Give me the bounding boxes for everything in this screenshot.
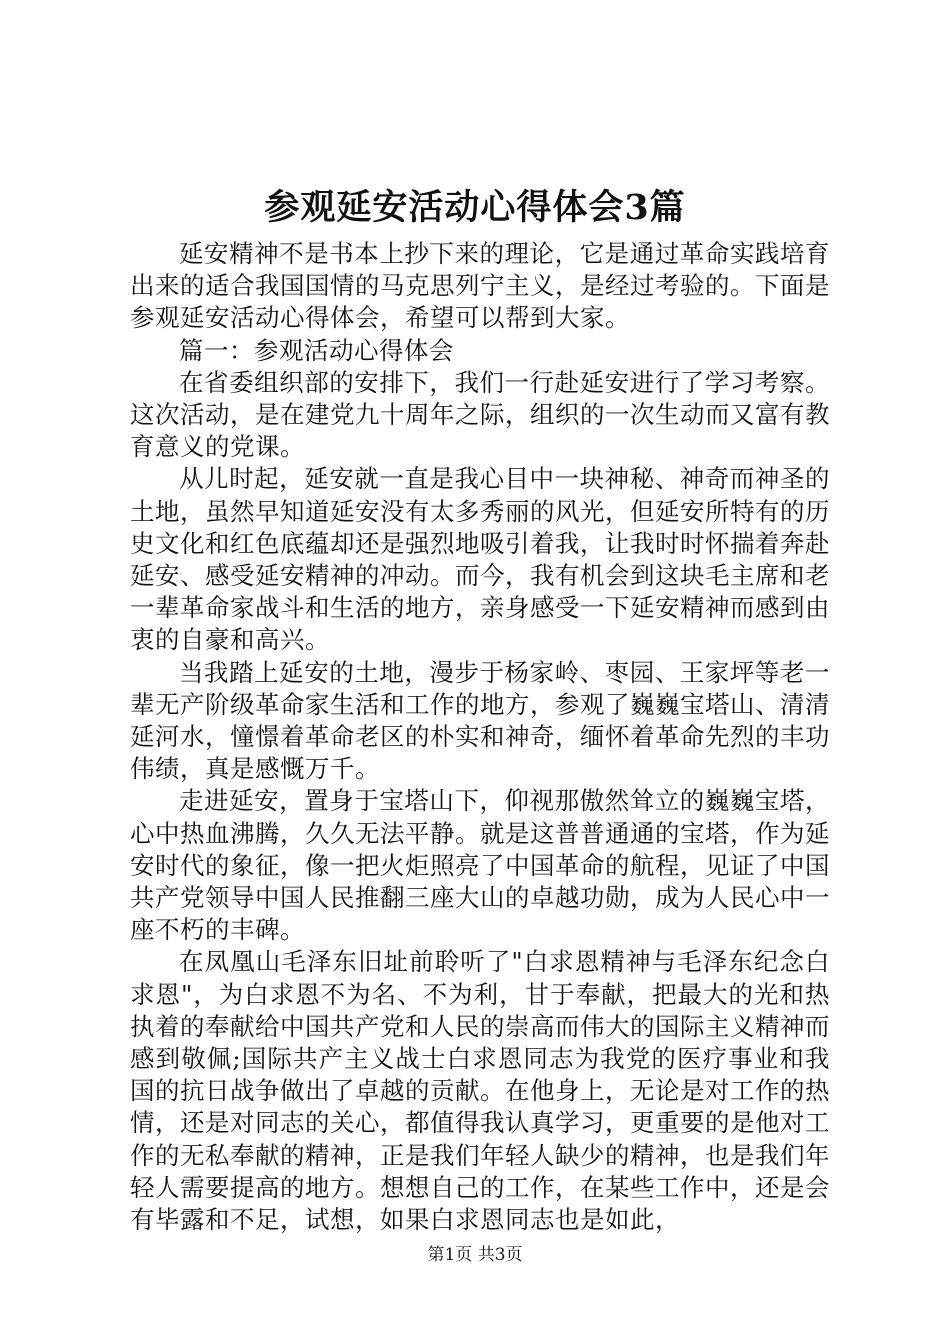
body-paragraph: 在省委组织部的安排下，我们一行赴延安进行了学习考察。这次活动，是在建党九十周年之际，组织的一次生动而又富有教育意义的党课。 xyxy=(130,367,830,462)
body-paragraph: 在凤凰山毛泽东旧址前聆听了"白求恩精神与毛泽东纪念白求恩"，为白求恩不为名、不为利，甘于奉献，把最大的光和热执着的奉献给中国共产党和人民的崇高而伟大的国际主义精神而感到敬佩;国际共产主义战士白求恩同志为我党的医疗事业和我国的抗日战争做出了卓越的贡献。在他身上，无论是对工作的热情，还是对同志的关心，都值得我认真学习，更重要的是他对工作的无私奉献的精神，正是我们年轻人缺少的精神，也是我们年轻人需要提高的地方。想想自己的工作，在某些工作中，还是会有毕露和不足，试想，如果白求恩同志也是如此， xyxy=(130,947,830,1235)
section-heading: 篇一：参观活动心得体会 xyxy=(179,335,454,365)
document-title: 参观延安活动心得体会3篇 xyxy=(264,187,686,228)
intro-paragraph: 延安精神不是书本上抄下来的理论，它是通过革命实践培育出来的适合我国国情的马克思列宁主义，是经过考验的。下面是参观延安活动心得体会，希望可以帮到大家。 xyxy=(130,239,830,333)
document-body xyxy=(130,238,830,1236)
body-paragraph: 走进延安，置身于宝塔山下，仰视那傲然耸立的巍巍宝塔，心中热血沸腾，久久无法平静。就是这普普通通的宝塔，作为延安时代的象征，像一把火炬照亮了中国革命的航程，见证了中国共产党领导中国人民推翻三座大山的卓越功勋，成为人民心中一座不朽的丰碑。 xyxy=(130,786,830,945)
body-paragraph: 从儿时起，延安就一直是我心目中一块神秘、神奇而神圣的土地，虽然早知道延安没有太多秀丽的风光，但延安所特有的历史文化和红色底蕴却还是强烈地吸引着我，让我时时怀揣着奔赴延安、感受延安精神的冲动。而今，我有机会到这块毛主席和老一辈革命家战斗和生活的地方，亲身感受一下延安精神而感到由衷的自豪和高兴。 xyxy=(130,464,830,655)
page-footer: 第1页 共3页 xyxy=(427,1245,523,1265)
body-paragraph: 当我踏上延安的土地，漫步于杨家岭、枣园、王家坪等老一辈无产阶级革命家生活和工作的地方，参观了巍巍宝塔山、清清延河水，憧憬着革命老区的朴实和神奇，缅怀着革命先烈的丰功伟绩，真是感慨万千。 xyxy=(130,657,830,784)
